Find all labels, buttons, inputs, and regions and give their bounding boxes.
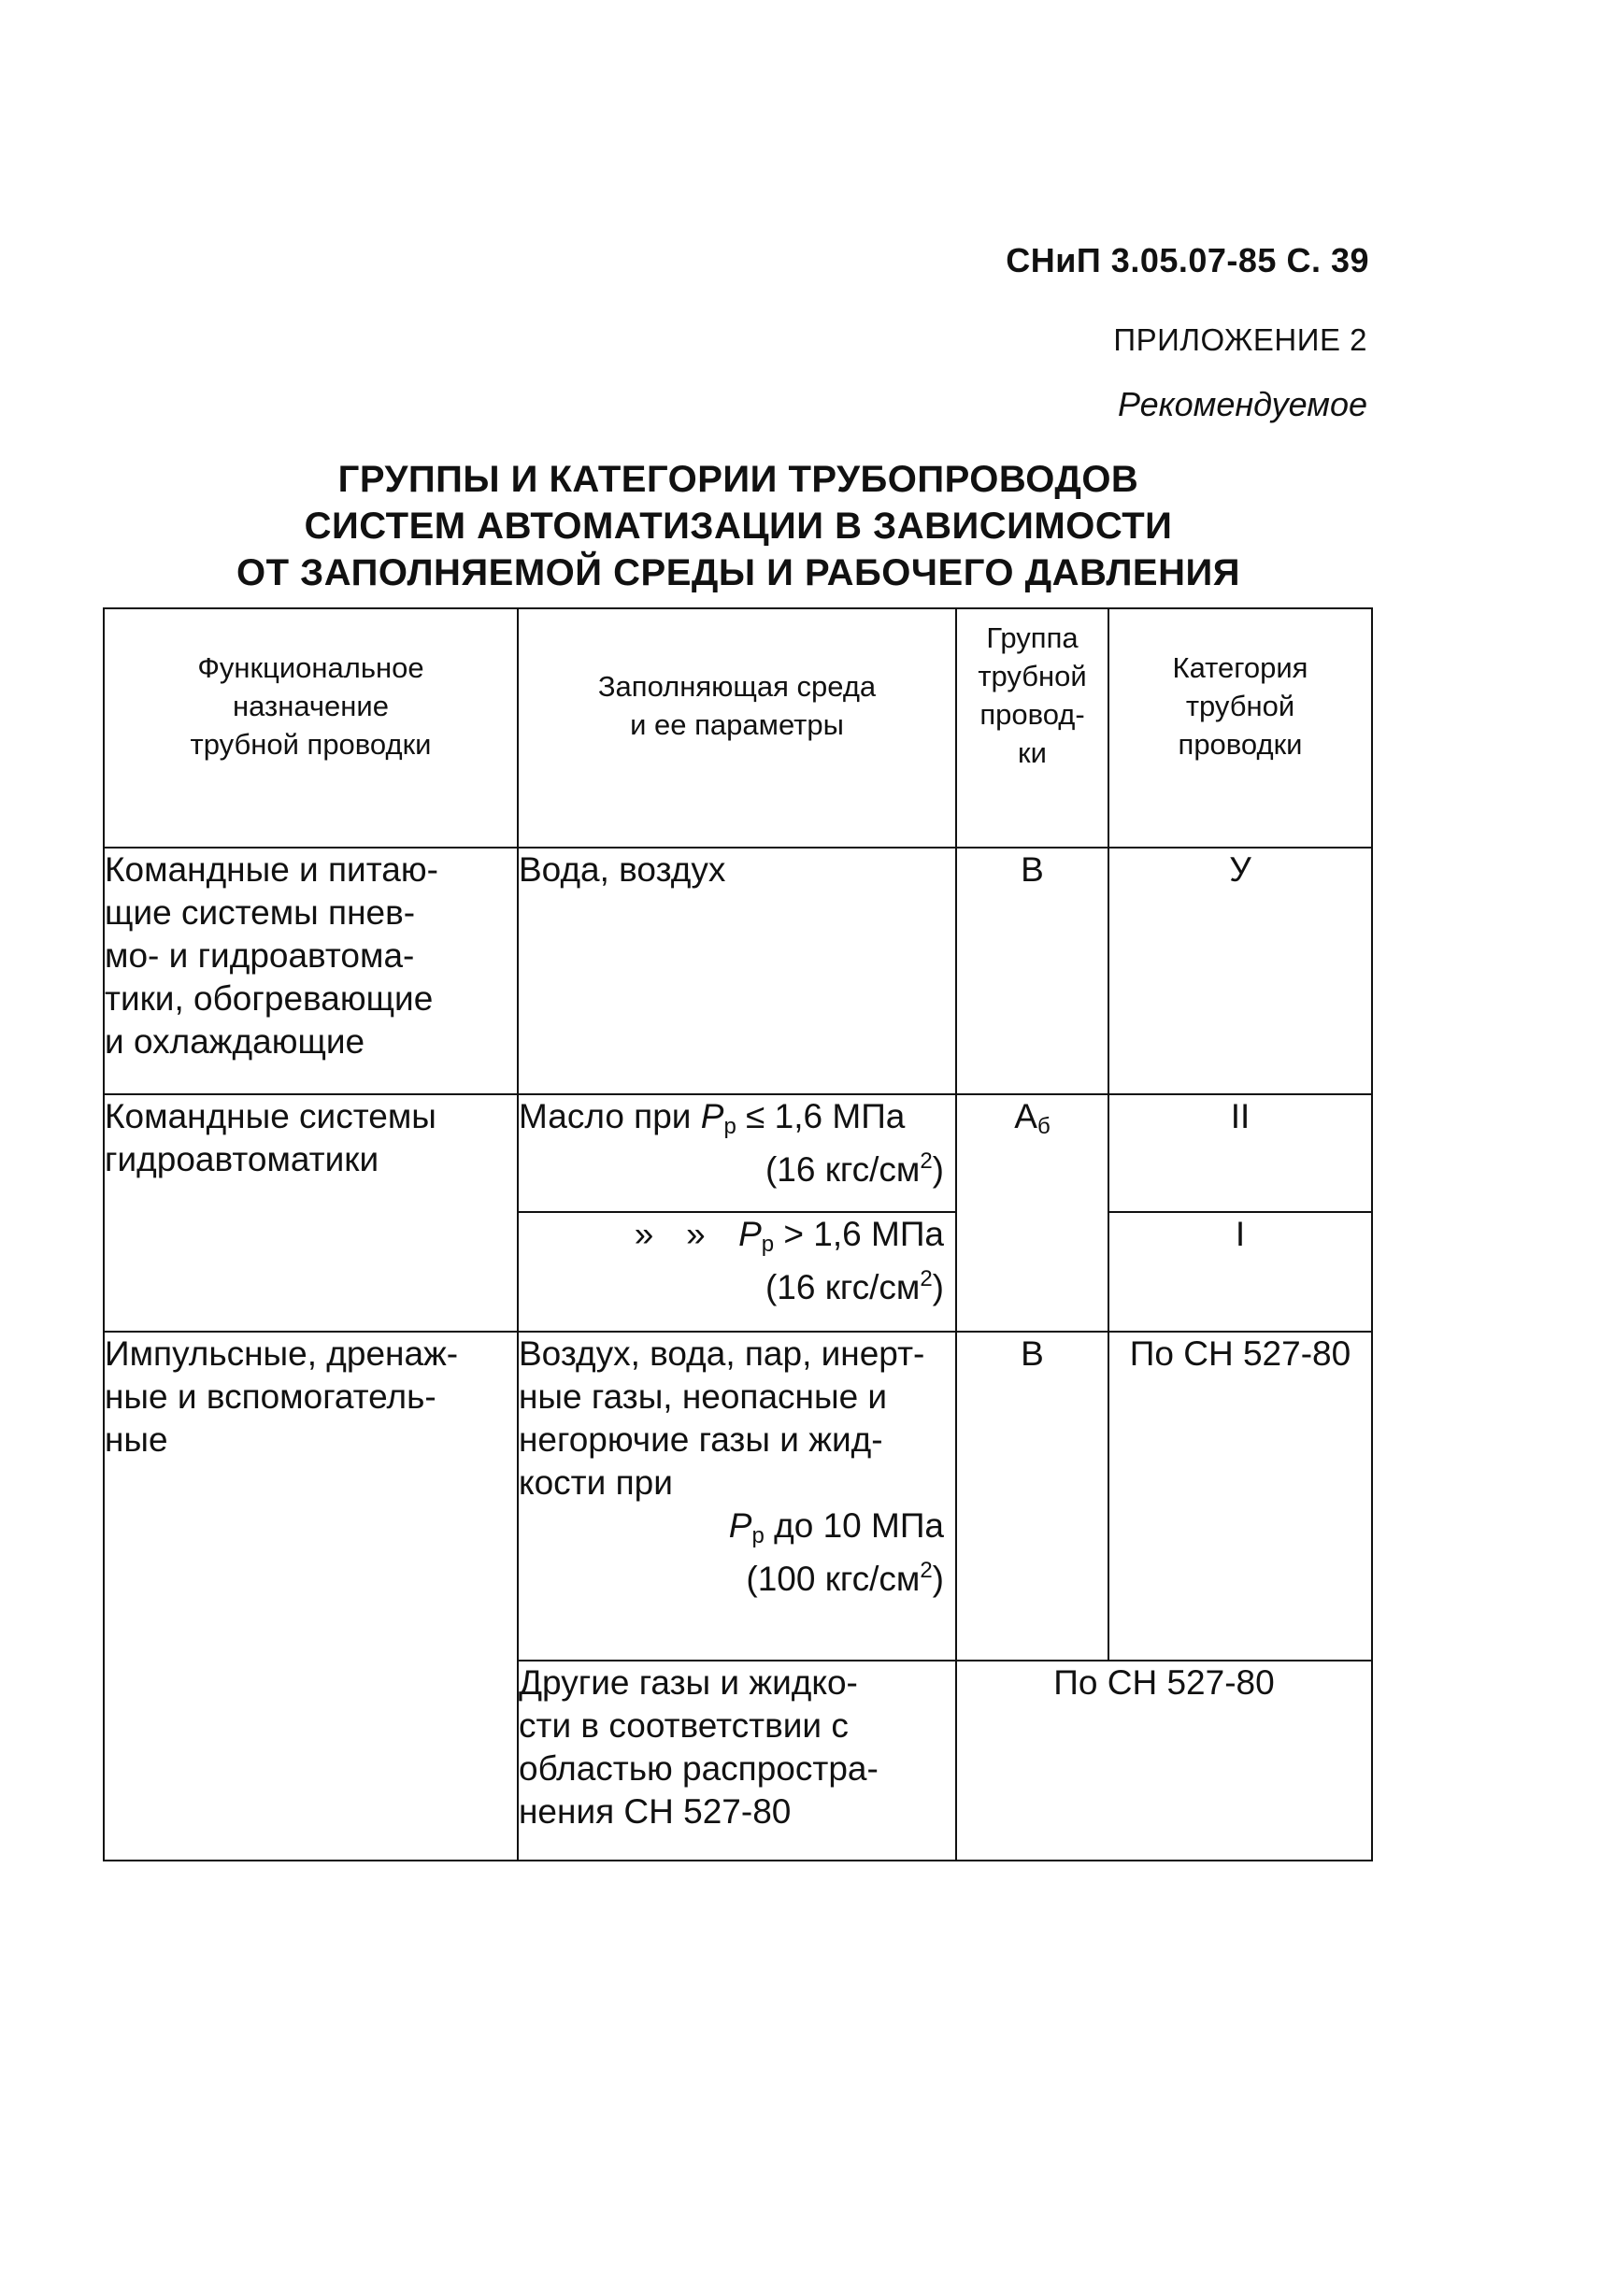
cell-text: Командные и питаю- <box>105 850 438 889</box>
cell-medium <box>518 1212 956 1332</box>
medium-condition: $P_р$ до 10 МПа <box>728 1506 944 1548</box>
cell-text: мо- и гидроавтома- <box>105 936 415 975</box>
title-line: СИСТЕМ АВТОМАТИЗАЦИИ В ЗАВИСИМОСТИ <box>304 506 1173 547</box>
header-group <box>956 608 1108 848</box>
medium-kgf: (16 кгс/$см^2$) <box>765 1148 944 1189</box>
cell-text: сти в соответствии с <box>519 1706 849 1745</box>
cell-text: тики, обогревающие <box>105 979 434 1018</box>
cell-text: кости при <box>519 1463 673 1502</box>
title-line: ГРУППЫ И КАТЕГОРИИ ТРУБОПРОВОДОВ <box>337 459 1139 500</box>
cell-category: По СН 527-80 <box>1108 1332 1372 1661</box>
header-text: трубной проводки <box>190 728 432 761</box>
cell-text: Вода, воздух <box>519 850 726 889</box>
table-row <box>104 848 1372 1094</box>
medium-kgf: (100 кгс/$см^2$) <box>746 1558 944 1598</box>
cell-medium <box>518 1332 956 1661</box>
cell-text: нения СН 527-80 <box>519 1792 792 1831</box>
header-text: назначение <box>233 690 389 722</box>
cell-text: областью распростра- <box>519 1749 879 1788</box>
table-row <box>104 1094 1372 1212</box>
cell-text: ные газы, неопасные и <box>519 1377 888 1416</box>
cell-medium <box>518 1094 956 1212</box>
cell-category: I <box>1108 1212 1372 1332</box>
cell-function <box>104 848 518 1094</box>
cell-function <box>104 1094 518 1332</box>
header-text: трубной <box>978 660 1087 692</box>
medium-condition: Масло при $P_р \le 1,6$ МПа <box>519 1097 906 1139</box>
cell-medium <box>518 848 956 1094</box>
header-text: ки <box>1018 736 1047 769</box>
cell-text: ные <box>105 1420 168 1459</box>
medium-kgf: (16 кгс/$см^2$) <box>765 1266 944 1306</box>
page-title <box>103 456 1374 596</box>
cell-group: В <box>956 848 1108 1094</box>
cell-text: ные и вспомогатель- <box>105 1377 436 1416</box>
cell-category: У <box>1108 848 1372 1094</box>
header-text: Заполняющая среда <box>597 670 877 703</box>
cell-group: В <box>956 1332 1108 1661</box>
header-text: проводки <box>1178 728 1303 761</box>
header-medium <box>518 608 956 848</box>
title-line: ОТ ЗАПОЛНЯЕМОЙ СРЕДЫ И РАБОЧЕГО ДАВЛЕНИЯ <box>236 552 1240 593</box>
cell-group-category: По СН 527-80 <box>956 1661 1372 1861</box>
cell-text: щие системы пнев- <box>105 893 416 932</box>
header-text: Группа <box>986 621 1079 654</box>
cell-group: $А_б$ <box>956 1094 1108 1332</box>
cell-medium <box>518 1661 956 1861</box>
cell-text: Другие газы и жидко- <box>519 1663 858 1702</box>
cell-text: Командные системы <box>105 1097 436 1135</box>
pipeline-table <box>103 607 1373 1861</box>
cell-text: гидроавтоматики <box>105 1140 379 1178</box>
cell-function <box>104 1332 518 1861</box>
header-category <box>1108 608 1372 848</box>
appendix-label: ПРИЛОЖЕНИЕ 2 <box>1113 322 1367 357</box>
medium-condition: » » $P_р > 1,6$ МПа <box>634 1215 944 1257</box>
header-function <box>104 608 518 848</box>
document-code: СНиП 3.05.07-85 С. 39 <box>1006 241 1369 279</box>
cell-category: II <box>1108 1094 1372 1212</box>
cell-text: Импульсные, дренаж- <box>105 1334 459 1373</box>
header-text: и ее параметры <box>630 708 844 741</box>
cell-text: негорючие газы и жид- <box>519 1420 883 1459</box>
header-text: Функциональное <box>197 651 424 684</box>
table-header-row <box>104 608 1372 848</box>
header-text: Категория <box>1172 651 1308 684</box>
table-row <box>104 1332 1372 1661</box>
cell-text: и охлаждающие <box>105 1022 365 1061</box>
status-label: Рекомендуемое <box>1118 385 1367 423</box>
cell-text: Воздух, вода, пар, инерт- <box>519 1334 925 1373</box>
header-text: провод- <box>979 698 1085 731</box>
header-text: трубной <box>1185 690 1295 722</box>
